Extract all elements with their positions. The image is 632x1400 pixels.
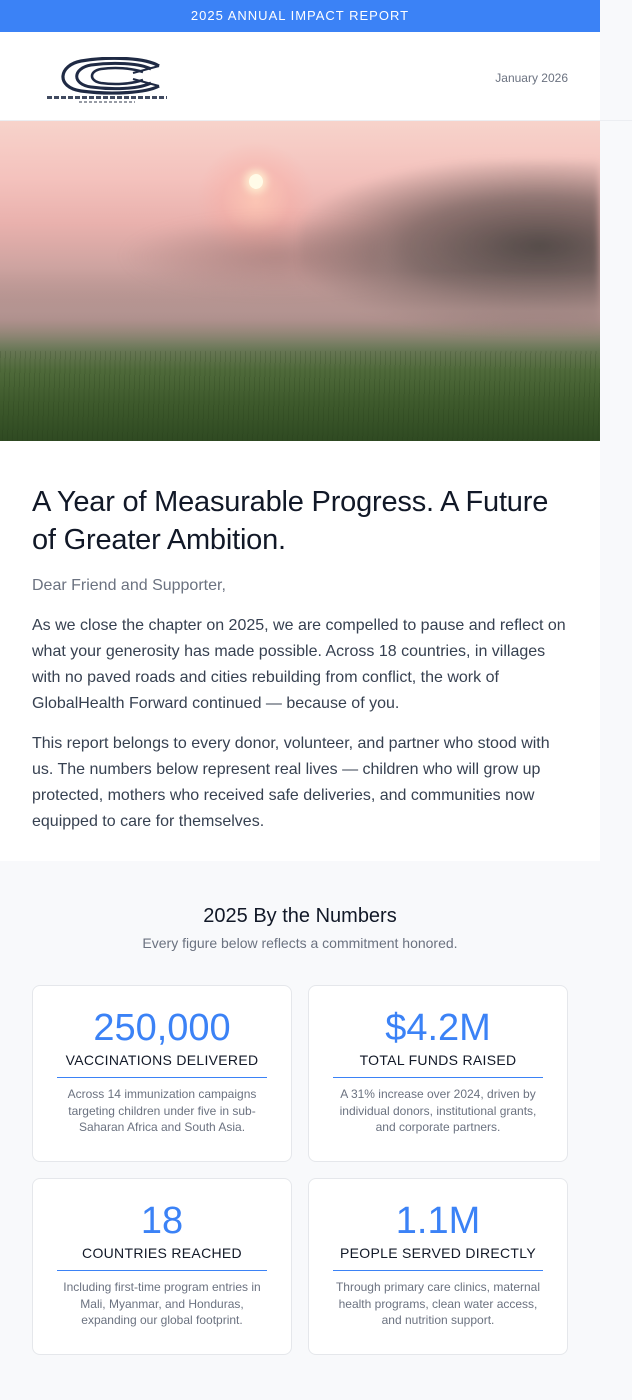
email-header [0, 32, 600, 121]
stat-label: COUNTRIES REACHED [57, 1245, 267, 1271]
page-title: A Year of Measurable Progress. A Future of Greater Ambition. [32, 486, 549, 556]
stat-label: TOTAL FUNDS RAISED [333, 1052, 543, 1078]
header-divider [0, 120, 632, 121]
intro-paragraph-2: This report belongs to every donor, volunteer, and partner who stood with us. The numbers below represent real lives — children who will grow up protected, mothers who received safe deliveries, and communities now equipped to care for themselves. [32, 735, 550, 830]
stats-grid [32, 985, 568, 1355]
intro-section [0, 441, 600, 861]
stylized-c-logo-icon [51, 57, 163, 95]
stat-description: Across 14 immunization campaigns targeting children under five in sub-Saharan Africa and South Asia. [67, 1087, 257, 1134]
fog-layer [0, 271, 600, 351]
logo-wordmark [47, 96, 167, 99]
stat-card-vaccinations [32, 985, 292, 1162]
intro-paragraph-1: As we close the chapter on 2025, we are compelled to pause and reflect on what your generosity has made possible. Across 18 countries, in villages with no paved roads and cities rebuilding from conflict, the work of GlobalHealth Forward continued — because of you. [32, 617, 566, 712]
hero-image [0, 121, 600, 441]
stat-description: Including first-time program entries in Mali, Myanmar, and Honduras, expanding our global footprint. [63, 1280, 261, 1327]
meadow-grass [0, 351, 600, 441]
stat-card-countries [32, 1178, 292, 1355]
stat-value: $4.2M [385, 1007, 491, 1049]
logo-tagline [79, 101, 135, 103]
stat-card-funds [308, 985, 568, 1162]
stat-label: PEOPLE SERVED DIRECTLY [333, 1245, 543, 1271]
numbers-title: 2025 By the Numbers [203, 905, 397, 927]
sun-icon [249, 174, 263, 189]
stat-value: 250,000 [93, 1007, 231, 1049]
report-banner: 2025 ANNUAL IMPACT REPORT [0, 0, 600, 32]
numbers-section [0, 861, 600, 1375]
organization-logo[interactable] [46, 57, 168, 103]
stat-label: VACCINATIONS DELIVERED [57, 1052, 267, 1078]
report-date: January 2026 [495, 71, 568, 85]
numbers-subtitle: Every figure below reflects a commitment honored. [142, 935, 458, 951]
stat-value: 1.1M [395, 1200, 481, 1242]
stat-description: Through primary care clinics, maternal health programs, clean water access, and nutrition support. [335, 1280, 541, 1327]
salutation: Dear Friend and Supporter, [32, 577, 226, 594]
stat-description: A 31% increase over 2024, driven by individual donors, institutional grants, and corporate partners. [339, 1087, 537, 1134]
stat-value: 18 [140, 1200, 184, 1242]
stat-card-people-served [308, 1178, 568, 1355]
